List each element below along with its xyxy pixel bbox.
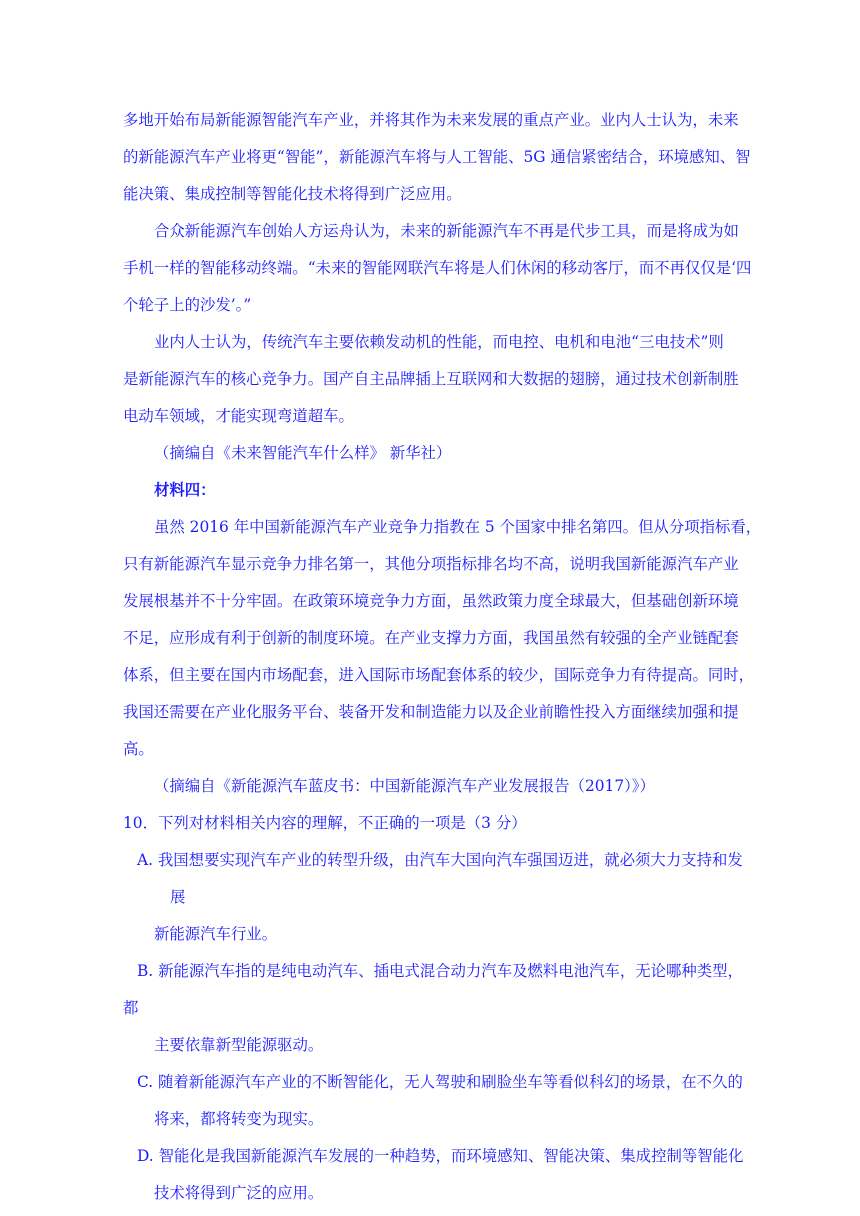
text-line: 手机一样的智能移动终端。“未来的智能网联汽车将是人们休闲的移动客厅，而不再仅仅是‘四 <box>123 259 752 277</box>
text-line: 是新能源汽车的核心竞争力。国产自主品牌插上互联网和大数据的翅膀，通过技术创新制胜 <box>123 370 739 388</box>
text-line: 我国还需要在产业化服务平台、装备开发和制造能力以及企业前瞻性投入方面继续加强和提 <box>123 703 739 721</box>
option-b: B. 新能源汽车指的是纯电动汽车、插电式混合动力汽车及燃料电池汽车，无论哪种类型， <box>137 962 743 980</box>
option-c: C. 随着新能源汽车产业的不断智能化，无人驾驶和刷脸坐车等看似科幻的场景，在不久的 <box>137 1073 743 1091</box>
question-title: 10．下列对材料相关内容的理解，不正确的一项是（3 分） <box>123 814 527 832</box>
text-line: 个轮子上的沙发’。” <box>123 296 252 314</box>
text-line: 多地开始布局新能源智能汽车产业，并将其作为未来发展的重点产业。业内人士认为，未来 <box>123 111 739 129</box>
text-line: 的新能源汽车产业将更“智能”，新能源汽车将与人工智能、5G 通信紧密结合，环境感知、智 <box>123 148 751 166</box>
option-a: A. 我国想要实现汽车产业的转型升级，由汽车大国向汽车强国迈进，就必须大力支持和发 <box>137 851 743 869</box>
text-line: 展 <box>170 888 186 906</box>
text-line: 新能源汽车行业。 <box>154 925 278 943</box>
text-line: 技术将得到广泛的应用。 <box>154 1184 324 1202</box>
text-line: 体系，但主要在国内市场配套，进入国际市场配套体系的较少，国际竞争力有待提高。同时， <box>123 666 755 684</box>
source-citation: （摘编自《未来智能汽车什么样》 新华社） <box>154 444 452 462</box>
text-line: 电动车领域，才能实现弯道超车。 <box>123 407 354 425</box>
text-line: 发展根基并不十分牢固。在政策环境竞争力方面，虽然政策力度全球最大，但基础创新环境 <box>123 592 739 610</box>
text-line: 都 <box>123 999 139 1017</box>
section-heading: 材料四： <box>154 481 216 499</box>
text-line: 能决策、集成控制等智能化技术将得到广泛应用。 <box>123 185 462 203</box>
text-line: 业内人士认为，传统汽车主要依赖发动机的性能，而电控、电机和电池“三电技术”则 <box>154 333 724 351</box>
text-line: 主要依靠新型能源驱动。 <box>154 1036 324 1054</box>
text-line: 不足，应形成有利于创新的制度环境。在产业支撑力方面，我国虽然有较强的全产业链配套 <box>123 629 739 647</box>
text-line: 只有新能源汽车显示竞争力排名第一，其他分项指标排名均不高，说明我国新能源汽车产业 <box>123 555 739 573</box>
text-line: 将来，都将转变为现实。 <box>154 1110 324 1128</box>
text-line: 高。 <box>123 740 154 758</box>
text-line: 合众新能源汽车创始人方运舟认为，未来的新能源汽车不再是代步工具，而是将成为如 <box>154 222 739 240</box>
text-line: 虽然 2016 年中国新能源汽车产业竞争力指教在 5 个国家中排名第四。但从分项指标看， <box>154 518 762 536</box>
source-citation: （摘编自《新能源汽车蓝皮书：中国新能源汽车产业发展报告（2017）》） <box>154 777 655 795</box>
option-d: D. 智能化是我国新能源汽车发展的一种趋势，而环境感知、智能决策、集成控制等智能化 <box>137 1147 744 1165</box>
